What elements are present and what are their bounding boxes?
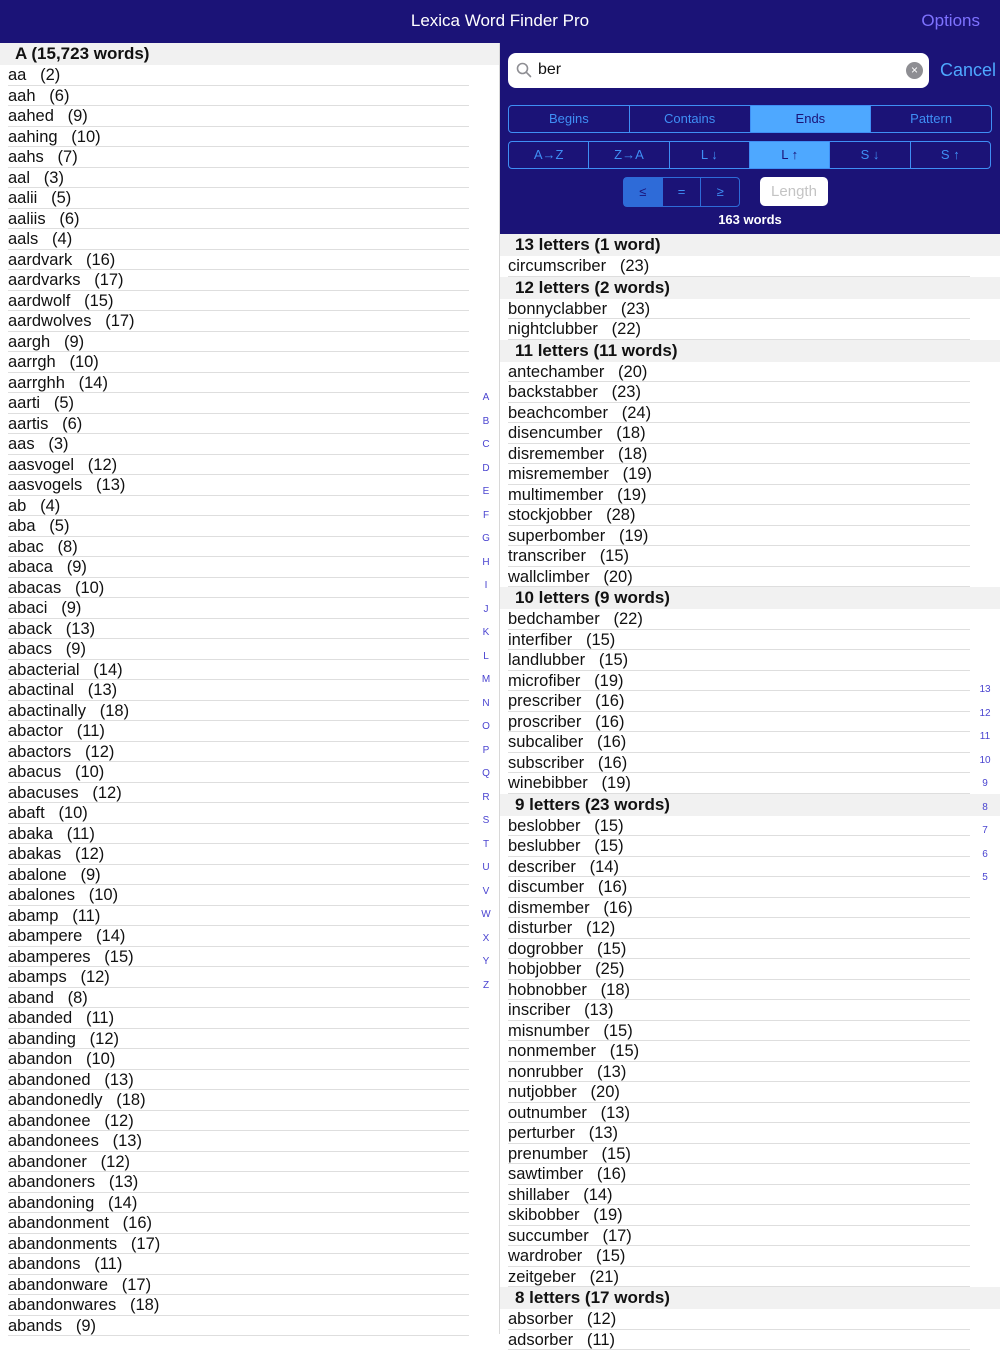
sort-segmented-control [508,141,991,169]
sort-tab-1[interactable]: Z→A [588,142,668,168]
word-row[interactable]: misremember (19) [500,464,1000,485]
word-row[interactable]: abandonments (17) [0,1234,499,1255]
word-row[interactable]: abanded (11) [0,1008,499,1029]
section-header: 11 letters (11 words) [500,340,1000,362]
word-row[interactable]: sawtimber (16) [500,1164,1000,1185]
word-row[interactable]: subcaliber (16) [500,732,1000,753]
word-row[interactable]: beslobber (15) [500,816,1000,837]
index-letter-q[interactable]: Q [478,762,494,786]
word-row[interactable]: outnumber (13) [500,1103,1000,1124]
word-row[interactable]: disremember (18) [500,444,1000,465]
word-row[interactable]: microfiber (19) [500,671,1000,692]
compare-tab-0[interactable]: ≤ [624,178,662,206]
word-row[interactable]: wallclimber (20) [500,567,1000,588]
word-row[interactable]: antechamber (20) [500,362,1000,383]
search-panel [500,43,1000,234]
word-row[interactable]: hobjobber (25) [500,959,1000,980]
section-header: 9 letters (23 words) [500,794,1000,816]
sort-tab-0[interactable]: A→Z [509,142,588,168]
word-row[interactable]: aa (2) [0,65,499,86]
section-header: 12 letters (2 words) [500,277,1000,299]
word-row[interactable]: nonmember (15) [500,1041,1000,1062]
word-row[interactable]: aas (3) [0,434,499,455]
word-row[interactable]: describer (14) [500,857,1000,878]
match-mode-segmented-control [508,105,992,133]
word-row[interactable]: aaliis (6) [0,209,499,230]
word-row[interactable]: abactinal (13) [0,680,499,701]
word-row[interactable]: aasvogel (12) [0,455,499,476]
mode-tab-2[interactable]: Ends [750,106,871,132]
word-row[interactable]: aartis (6) [0,414,499,435]
index-letter-w[interactable]: W [478,903,494,927]
index-letter-g[interactable]: G [478,527,494,551]
word-row[interactable]: ab (4) [0,496,499,517]
word-row[interactable]: abac (8) [0,537,499,558]
index-length-10[interactable]: 10 [975,749,995,773]
cancel-button[interactable]: Cancel [940,60,996,81]
index-letter-z[interactable]: Z [478,974,494,998]
word-row[interactable]: abacus (10) [0,762,499,783]
word-row[interactable]: disturber (12) [500,918,1000,939]
index-letter-c[interactable]: C [478,433,494,457]
word-row[interactable]: discumber (16) [500,877,1000,898]
word-row[interactable]: aargh (9) [0,332,499,353]
sort-tab-3[interactable]: L ↑ [749,142,829,168]
word-row[interactable]: abandonment (16) [0,1213,499,1234]
word-row[interactable]: abalone (9) [0,865,499,886]
sort-tab-5[interactable]: S ↑ [910,142,990,168]
word-row[interactable]: disencumber (18) [500,423,1000,444]
word-row[interactable]: aardwolf (15) [0,291,499,312]
section-header: 8 letters (17 words) [500,1287,1000,1309]
word-row[interactable]: aahs (7) [0,147,499,168]
index-length-5[interactable]: 5 [975,866,995,890]
search-icon [516,62,532,78]
index-letter-d[interactable]: D [478,457,494,481]
word-row[interactable]: subscriber (16) [500,753,1000,774]
index-letter-e[interactable]: E [478,480,494,504]
sort-tab-2[interactable]: L ↓ [669,142,749,168]
word-row[interactable]: aband (8) [0,988,499,1009]
app-title: Lexica Word Finder Pro [0,11,1000,31]
index-letter-a[interactable]: A [478,386,494,410]
index-letter-n[interactable]: N [478,692,494,716]
word-row[interactable]: abactinally (18) [0,701,499,722]
word-row[interactable]: proscriber (16) [500,712,1000,733]
word-row[interactable]: abanding (12) [0,1029,499,1050]
index-length-8[interactable]: 8 [975,796,995,820]
word-row[interactable]: bonnyclabber (23) [500,299,1000,320]
word-row[interactable]: abandonee (12) [0,1111,499,1132]
index-letter-m[interactable]: M [478,668,494,692]
word-row[interactable]: aardvark (16) [0,250,499,271]
word-row[interactable]: abandon (10) [0,1049,499,1070]
index-length-9[interactable]: 9 [975,772,995,796]
word-row[interactable]: landlubber (15) [500,650,1000,671]
word-row[interactable]: abacas (10) [0,578,499,599]
length-index[interactable] [975,678,995,890]
word-row[interactable]: abampere (14) [0,926,499,947]
word-row[interactable]: aahing (10) [0,127,499,148]
word-row[interactable]: succumber (17) [500,1226,1000,1247]
word-row[interactable]: adsorber (11) [500,1330,1000,1350]
index-letter-f[interactable]: F [478,504,494,528]
index-letter-i[interactable]: I [478,574,494,598]
index-letter-o[interactable]: O [478,715,494,739]
word-row[interactable]: zeitgeber (21) [500,1267,1000,1288]
word-row[interactable]: multimember (19) [500,485,1000,506]
word-row[interactable]: misnumber (15) [500,1021,1000,1042]
word-row[interactable]: nutjobber (20) [500,1082,1000,1103]
word-row[interactable]: abactors (12) [0,742,499,763]
sort-tab-4[interactable]: S ↓ [829,142,909,168]
dictionary-list[interactable] [0,43,500,1334]
word-row[interactable]: dogrobber (15) [500,939,1000,960]
mode-tab-0[interactable]: Begins [509,106,629,132]
word-row[interactable]: abakas (12) [0,844,499,865]
word-row[interactable]: abandoner (12) [0,1152,499,1173]
word-row[interactable]: abandonware (17) [0,1275,499,1296]
word-row[interactable]: aarrghh (14) [0,373,499,394]
length-input[interactable] [760,177,828,206]
length-comparison-control [623,177,740,207]
word-row[interactable]: aarti (5) [0,393,499,414]
search-field[interactable] [508,53,929,88]
search-input[interactable] [538,59,898,81]
index-letter-p[interactable]: P [478,739,494,763]
index-letter-b[interactable]: B [478,410,494,434]
word-row[interactable]: abandoning (14) [0,1193,499,1214]
word-row[interactable]: aback (13) [0,619,499,640]
word-row[interactable]: abalones (10) [0,885,499,906]
index-letter-r[interactable]: R [478,786,494,810]
word-row[interactable]: aal (3) [0,168,499,189]
word-row[interactable]: beslubber (15) [500,836,1000,857]
index-letter-s[interactable]: S [478,809,494,833]
word-row[interactable]: beachcomber (24) [500,403,1000,424]
word-row[interactable]: abamperes (15) [0,947,499,968]
word-row[interactable]: abaci (9) [0,598,499,619]
index-length-6[interactable]: 6 [975,843,995,867]
index-length-11[interactable]: 11 [975,725,995,749]
navigation-bar [0,0,1000,43]
results-list[interactable] [500,234,1000,1334]
index-letter-y[interactable]: Y [478,950,494,974]
index-length-12[interactable]: 12 [975,702,995,726]
word-row[interactable]: abands (9) [0,1316,499,1337]
word-row[interactable]: aardvarks (17) [0,270,499,291]
options-button[interactable]: Options [921,11,980,31]
word-row[interactable]: abamps (12) [0,967,499,988]
word-row[interactable]: aarrgh (10) [0,352,499,373]
mode-tab-3[interactable]: Pattern [870,106,991,132]
word-row[interactable]: transcriber (15) [500,546,1000,567]
section-header: 13 letters (1 word) [500,234,1000,256]
word-row[interactable]: abaca (9) [0,557,499,578]
word-row[interactable]: shillaber (14) [500,1185,1000,1206]
word-row[interactable]: winebibber (19) [500,773,1000,794]
word-row[interactable]: circumscriber (23) [500,256,1000,277]
word-row[interactable]: skibobber (19) [500,1205,1000,1226]
word-row[interactable]: abandonwares (18) [0,1295,499,1316]
word-row[interactable]: prescriber (16) [500,691,1000,712]
index-letter-v[interactable]: V [478,880,494,904]
word-row[interactable]: abandoned (13) [0,1070,499,1091]
index-letter-l[interactable]: L [478,645,494,669]
index-length-13[interactable]: 13 [975,678,995,702]
word-row[interactable]: dismember (16) [500,898,1000,919]
index-letter-j[interactable]: J [478,598,494,622]
index-letter-t[interactable]: T [478,833,494,857]
word-row[interactable]: aahed (9) [0,106,499,127]
word-row[interactable]: nightclubber (22) [500,319,1000,340]
word-row[interactable]: prenumber (15) [500,1144,1000,1165]
index-length-7[interactable]: 7 [975,819,995,843]
word-row[interactable]: aals (4) [0,229,499,250]
word-row[interactable]: aba (5) [0,516,499,537]
mode-tab-1[interactable]: Contains [629,106,750,132]
section-header: 10 letters (9 words) [500,587,1000,609]
word-row[interactable]: abandoners (13) [0,1172,499,1193]
word-row[interactable]: stockjobber (28) [500,505,1000,526]
clear-icon[interactable]: × [906,62,923,79]
word-row[interactable]: abaka (11) [0,824,499,845]
word-row[interactable]: wardrober (15) [500,1246,1000,1267]
word-row[interactable]: abactor (11) [0,721,499,742]
compare-tab-1[interactable]: = [662,178,701,206]
word-row[interactable]: abandonees (13) [0,1131,499,1152]
index-letter-h[interactable]: H [478,551,494,575]
word-row[interactable]: abacterial (14) [0,660,499,681]
word-row[interactable]: aardwolves (17) [0,311,499,332]
word-row[interactable]: perturber (13) [500,1123,1000,1144]
compare-tab-2[interactable]: ≥ [700,178,739,206]
word-row[interactable]: backstabber (23) [500,382,1000,403]
alphabet-index[interactable] [478,386,494,997]
word-row[interactable]: aasvogels (13) [0,475,499,496]
word-row[interactable]: abandons (11) [0,1254,499,1275]
word-row[interactable]: aah (6) [0,86,499,107]
word-row[interactable]: superbomber (19) [500,526,1000,547]
word-row[interactable]: abaft (10) [0,803,499,824]
word-row[interactable]: bedchamber (22) [500,609,1000,630]
word-row[interactable]: absorber (12) [500,1309,1000,1330]
word-row[interactable]: hobnobber (18) [500,980,1000,1001]
result-count: 163 words [500,212,1000,227]
word-row[interactable]: nonrubber (13) [500,1062,1000,1083]
word-row[interactable]: abamp (11) [0,906,499,927]
section-header: A (15,723 words) [0,43,499,65]
word-row[interactable]: interfiber (15) [500,630,1000,651]
word-row[interactable]: abandonedly (18) [0,1090,499,1111]
word-row[interactable]: aalii (5) [0,188,499,209]
word-row[interactable]: inscriber (13) [500,1000,1000,1021]
index-letter-u[interactable]: U [478,856,494,880]
word-row[interactable]: abacs (9) [0,639,499,660]
index-letter-k[interactable]: K [478,621,494,645]
word-row[interactable]: abacuses (12) [0,783,499,804]
index-letter-x[interactable]: X [478,927,494,951]
